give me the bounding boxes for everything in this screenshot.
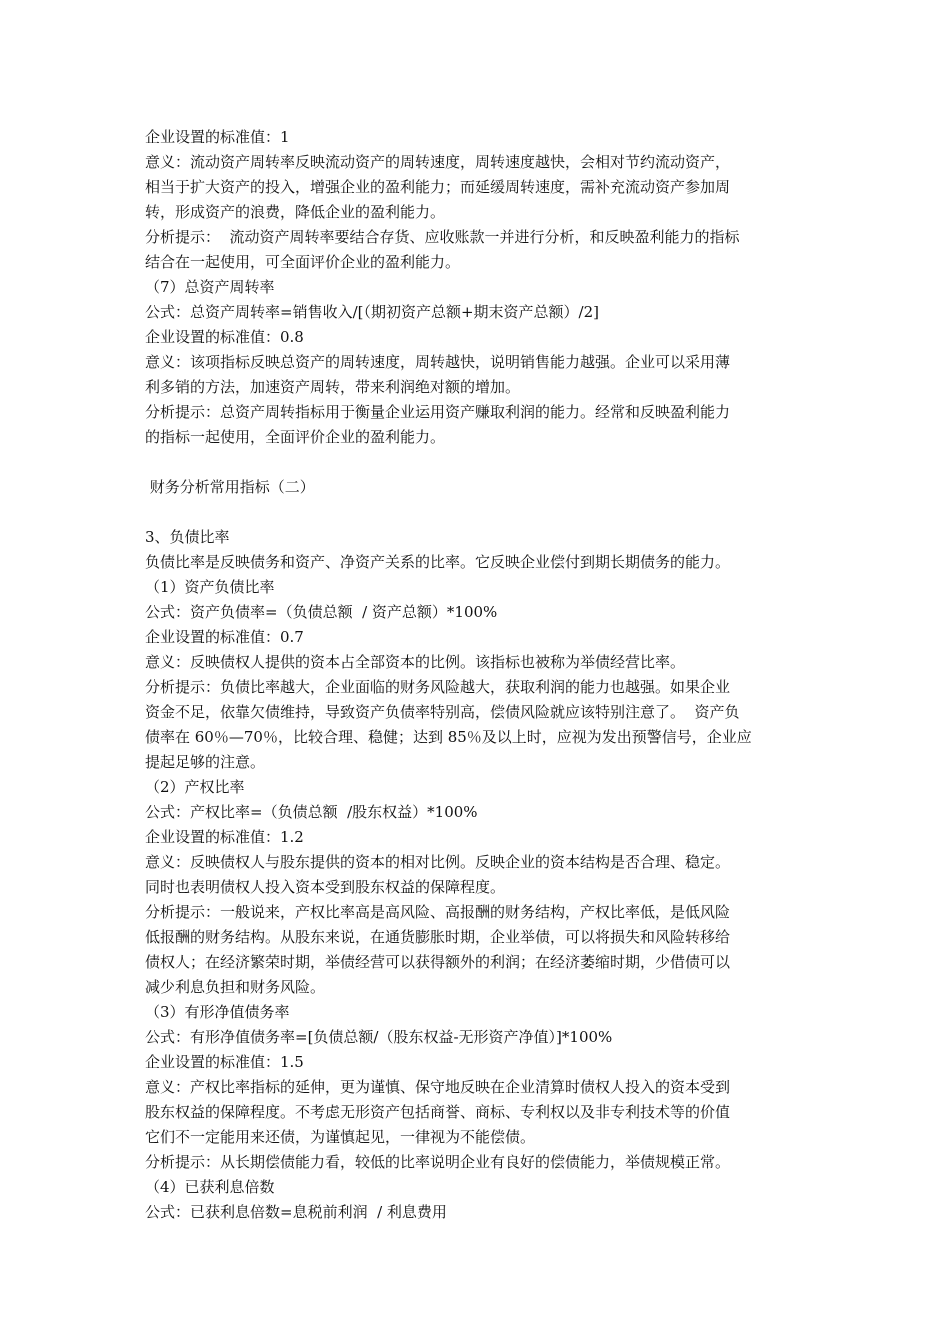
text-line: 企业设置的标准值：1.2: [145, 828, 304, 846]
formula-line: 公式：有形净值债务率=[负债总额/（股东权益-无形资产净值）]*100%: [145, 1028, 613, 1046]
text-line: 负债比率是反映债务和资产、净资产关系的比率。它反映企业偿付到期长期债务的能力。: [145, 553, 731, 571]
formula-line: 公式：总资产周转率=销售收入/[（期初资产总额+期末资产总额）/2]: [145, 303, 599, 321]
text-line: 转，形成资产的浪费，降低企业的盈利能力。: [145, 203, 446, 221]
text-line: 同时也表明债权人投入资本受到股东权益的保障程度。: [145, 878, 506, 896]
text-line: 意义：产权比率指标的延伸，更为谨慎、保守地反映在企业清算时债权人投入的资本受到: [145, 1078, 731, 1096]
text-line: 分析提示：负债比率越大，企业面临的财务风险越大，获取利润的能力也越强。如果企业: [145, 678, 731, 696]
text-line: 企业设置的标准值：0.7: [145, 628, 304, 646]
text-line: 结合在一起使用，可全面评价企业的盈利能力。: [145, 253, 461, 271]
subheading: （4）已获利息倍数: [145, 1178, 275, 1196]
paragraph-block-2: [145, 525, 815, 1225]
formula-line: 公式：资产负债率=（负债总额 / 资产总额）*100%: [145, 603, 498, 621]
text-line: 企业设置的标准值：1.5: [145, 1053, 304, 1071]
text-line: 企业设置的标准值：0.8: [145, 328, 304, 346]
blank-line: [145, 500, 815, 525]
subheading: （7）总资产周转率: [145, 278, 275, 296]
text-line: 利多销的方法，加速资产周转，带来利润绝对额的增加。: [145, 378, 521, 396]
blank-line: [145, 450, 815, 475]
text-line: 低报酬的财务结构。从股东来说，在通货膨胀时期，企业举债，可以将损失和风险转移给: [145, 928, 731, 946]
text-line: 分析提示： 流动资产周转率要结合存货、应收账款一并进行分析，和反映盈利能力的指标: [145, 228, 740, 246]
text-line: 股东权益的保障程度。不考虑无形资产包括商誉、商标、专利权以及非专利技术等的价值: [145, 1103, 731, 1121]
document-page: [145, 125, 815, 1225]
text-line: 分析提示：一般说来，产权比率高是高风险、高报酬的财务结构，产权比率低，是低风险: [145, 903, 731, 921]
section-title: 财务分析常用指标（二）: [145, 478, 315, 496]
text-line: 债率在 60％—70％，比较合理、稳健；达到 85％及以上时，应视为发出预警信号，企业应: [145, 728, 752, 746]
text-line: 意义：反映债权人提供的资本占全部资本的比例。该指标也被称为举债经营比率。: [145, 653, 686, 671]
text-line: 分析提示：总资产周转指标用于衡量企业运用资产赚取利润的能力。经常和反映盈利能力: [145, 403, 731, 421]
text-line: 企业设置的标准值：1: [145, 128, 290, 146]
text-line: 意义：流动资产周转率反映流动资产的周转速度，周转速度越快，会相对节约流动资产，: [145, 153, 731, 171]
text-line: 债权人；在经济繁荣时期，举债经营可以获得额外的利润；在经济萎缩时期，少借债可以: [145, 953, 731, 971]
text-line: 它们不一定能用来还债，为谨慎起见，一律视为不能偿债。: [145, 1128, 536, 1146]
subheading: （2）产权比率: [145, 778, 245, 796]
formula-line: 公式：产权比率=（负债总额 /股东权益）*100%: [145, 803, 478, 821]
text-line: 意义：反映债权人与股东提供的资本的相对比例。反映企业的资本结构是否合理、稳定。: [145, 853, 731, 871]
subheading: （1）资产负债比率: [145, 578, 275, 596]
heading: 3、负债比率: [145, 528, 230, 546]
text-line: 意义：该项指标反映总资产的周转速度，周转越快，说明销售能力越强。企业可以采用薄: [145, 353, 731, 371]
formula-line: 公式：已获利息倍数=息税前利润 / 利息费用: [145, 1203, 447, 1221]
text-line: 的指标一起使用，全面评价企业的盈利能力。: [145, 428, 446, 446]
subheading: （3）有形净值债务率: [145, 1003, 290, 1021]
text-line: 资金不足，依靠欠债维持，导致资产负债率特别高，偿债风险就应该特别注意了。 资产负: [145, 703, 740, 721]
paragraph-block-1: [145, 125, 815, 450]
text-line: 减少利息负担和财务风险。: [145, 978, 326, 996]
text-line: 相当于扩大资产的投入，增强企业的盈利能力；而延缓周转速度，需补充流动资产参加周: [145, 178, 731, 196]
text-line: 提起足够的注意。: [145, 753, 266, 771]
text-line: 分析提示：从长期偿债能力看，较低的比率说明企业有良好的偿债能力，举债规模正常。: [145, 1153, 731, 1171]
